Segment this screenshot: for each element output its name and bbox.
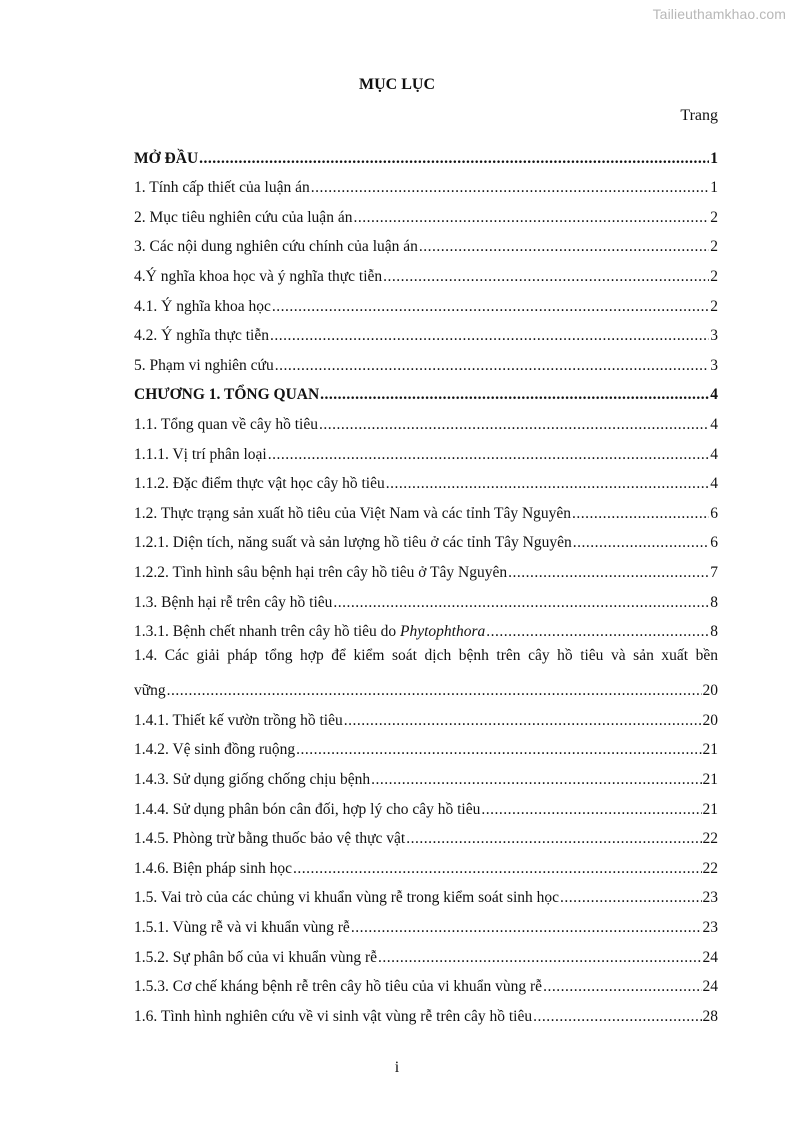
toc-entry-page: 2	[710, 208, 718, 226]
toc-entry-page: 22	[702, 830, 718, 848]
toc-entry-label: 4.Ý nghĩa khoa học và ý nghĩa thực tiễn	[134, 267, 383, 285]
toc-leader-dots	[333, 594, 709, 612]
toc-entry-label: 1.2. Thực trạng sản xuất hồ tiêu của Việt Nam và các tỉnh Tây Nguyên	[134, 504, 572, 522]
toc-entry-label: 1.6. Tình hình nghiên cứu về vi sinh vật vùng rễ trên cây hồ tiêu	[134, 1007, 533, 1025]
toc-entry-label: vững	[134, 682, 166, 700]
toc-entry[interactable]	[134, 168, 718, 198]
toc-entry-page: 23	[702, 919, 718, 937]
toc-leader-dots	[486, 623, 709, 641]
toc-leader-dots	[296, 741, 701, 759]
toc-leader-dots	[572, 505, 709, 523]
toc-entry-page: 4	[710, 475, 718, 493]
toc-entry[interactable]	[134, 434, 718, 464]
toc-entry-label: 1.5.3. Cơ chế kháng bệnh rễ trên cây hồ tiêu của vi khuẩn vùng rễ	[134, 978, 543, 996]
toc-leader-dots	[167, 682, 702, 700]
page-column-label: Trang	[680, 107, 718, 124]
toc-leader-dots	[406, 830, 701, 848]
toc-entry-page: 28	[702, 1007, 718, 1025]
toc-entry-page: 24	[702, 948, 718, 966]
toc-entry[interactable]	[134, 907, 718, 937]
toc-entry-page: 4	[710, 415, 718, 433]
toc-leader-dots	[371, 771, 701, 789]
toc-entry-label: 1.2.1. Diện tích, năng suất và sản lượng hồ tiêu ở các tỉnh Tây Nguyên	[134, 534, 572, 552]
toc-leader-dots	[272, 298, 709, 316]
toc-entry-page: 3	[710, 356, 718, 374]
page-title: MỤC LỤC	[359, 76, 435, 93]
toc-leader-dots	[344, 712, 702, 730]
toc-entry-page: 8	[710, 623, 718, 641]
toc-entry-label: 3. Các nội dung nghiên cứu chính của luận án	[134, 238, 418, 256]
toc-entry-label: 1.4.4. Sử dụng phân bón cân đối, hợp lý cho cây hồ tiêu	[134, 800, 481, 818]
toc-leader-dots	[573, 534, 710, 552]
toc-entry-label: 1.1.1. Vị trí phân loại	[134, 445, 267, 463]
toc-entry[interactable]	[134, 197, 718, 227]
toc-entry[interactable]	[134, 967, 718, 997]
toc-entry-label: 1.4.5. Phòng trừ bằng thuốc bảo vệ thực vật	[134, 830, 406, 848]
toc-entry-label: 1.1.2. Đặc điểm thực vật học cây hồ tiêu	[134, 475, 385, 493]
toc-entry-label: 1.3. Bệnh hại rễ trên cây hồ tiêu	[134, 593, 333, 611]
toc-entry-label: 1.5.1. Vùng rễ và vi khuẩn vùng rễ	[134, 919, 350, 937]
toc-entry[interactable]	[134, 552, 718, 582]
toc-leader-dots	[508, 564, 709, 582]
table-of-contents	[134, 138, 718, 1026]
toc-leader-dots	[311, 179, 709, 197]
toc-entry[interactable]	[134, 523, 718, 553]
toc-entry[interactable]	[134, 375, 718, 405]
toc-leader-dots	[268, 446, 710, 464]
toc-entry[interactable]	[134, 700, 718, 730]
toc-leader-dots	[383, 268, 709, 286]
toc-entry-page: 2	[710, 238, 718, 256]
toc-entry[interactable]	[134, 286, 718, 316]
toc-entry-page: 4	[710, 386, 718, 404]
toc-leader-dots	[270, 327, 709, 345]
toc-leader-dots	[560, 889, 701, 907]
toc-entry-label	[134, 623, 485, 641]
toc-entry[interactable]	[134, 759, 718, 789]
toc-leader-dots	[481, 801, 701, 819]
toc-entry[interactable]	[134, 227, 718, 257]
toc-entry[interactable]	[134, 464, 718, 494]
toc-leader-dots	[419, 238, 709, 256]
toc-entry[interactable]	[134, 789, 718, 819]
toc-entry[interactable]	[134, 138, 718, 168]
toc-entry-page: 7	[710, 563, 718, 581]
toc-entry-page: 1	[710, 149, 718, 167]
toc-entry[interactable]	[134, 996, 718, 1026]
toc-entry-label: 1. Tính cấp thiết của luận án	[134, 179, 310, 197]
toc-leader-dots	[351, 919, 702, 937]
toc-entry-page: 23	[702, 889, 718, 907]
toc-entry-label: 1.4.2. Vệ sinh đồng ruộng	[134, 741, 296, 759]
toc-entry-label: 5. Phạm vi nghiên cứu	[134, 356, 274, 374]
toc-entry-label-italic: Phytophthora	[400, 623, 486, 641]
toc-entry-label: 1.1. Tổng quan về cây hồ tiêu	[134, 415, 318, 433]
toc-entry-page: 20	[702, 682, 718, 700]
toc-entry-label: 1.4.6. Biện pháp sinh học	[134, 859, 292, 877]
toc-leader-dots	[320, 386, 709, 404]
toc-entry-label: CHƯƠNG 1. TỔNG QUAN	[134, 386, 320, 404]
page-number: i	[394, 1059, 400, 1076]
toc-entry-page: 21	[702, 741, 718, 759]
toc-entry-page: 8	[710, 593, 718, 611]
toc-entry[interactable]	[134, 730, 718, 760]
toc-entry-label-text: 1.3.1. Bệnh chết nhanh trên cây hồ tiêu do	[134, 623, 397, 641]
toc-entry[interactable]	[134, 612, 718, 642]
toc-leader-dots	[378, 949, 701, 967]
toc-entry-page: 2	[710, 267, 718, 285]
toc-entry-label: 4.1. Ý nghĩa khoa học	[134, 297, 271, 315]
toc-entry-label: 1.4.1. Thiết kế vườn trồng hồ tiêu	[134, 711, 343, 729]
toc-entry[interactable]	[134, 316, 718, 346]
watermark-text: Tailieuthamkhao.com	[652, 6, 786, 22]
toc-leader-dots	[199, 150, 709, 168]
toc-entry[interactable]	[134, 848, 718, 878]
toc-entry-label: 1.4. Các giải pháp tổng hợp để kiểm soát dịch bệnh trên cây hồ tiêu và sản xuất bền	[134, 647, 718, 665]
toc-leader-dots	[533, 1008, 701, 1026]
toc-entry-page: 3	[710, 327, 718, 345]
toc-entry[interactable]	[134, 256, 718, 286]
toc-entry-page: 22	[702, 859, 718, 877]
toc-entry-page: 24	[702, 978, 718, 996]
toc-entry[interactable]	[134, 345, 718, 375]
toc-entry[interactable]	[134, 878, 718, 908]
toc-leader-dots	[353, 209, 709, 227]
toc-entry-label: 1.5. Vai trò của các chủng vi khuẩn vùng rễ trong kiểm soát sinh học	[134, 889, 560, 907]
toc-entry[interactable]	[134, 641, 718, 671]
toc-entry-continuation[interactable]	[134, 671, 718, 701]
toc-entry-page: 21	[702, 771, 718, 789]
toc-entry-label: 1.4.3. Sử dụng giống chống chịu bệnh	[134, 771, 371, 789]
toc-entry-label: 2. Mục tiêu nghiên cứu của luận án	[134, 208, 353, 226]
toc-entry-page: 2	[710, 297, 718, 315]
toc-entry-label: 1.5.2. Sự phân bố của vi khuẩn vùng rễ	[134, 948, 378, 966]
toc-entry[interactable]	[134, 937, 718, 967]
toc-entry-page: 21	[702, 800, 718, 818]
toc-leader-dots	[386, 475, 710, 493]
toc-entry[interactable]	[134, 493, 718, 523]
toc-entry-page: 4	[710, 445, 718, 463]
toc-entry-page: 6	[710, 504, 718, 522]
toc-entry-label: 4.2. Ý nghĩa thực tiễn	[134, 327, 269, 345]
toc-leader-dots	[275, 357, 710, 375]
toc-leader-dots	[319, 416, 709, 434]
toc-leader-dots	[543, 978, 701, 996]
toc-entry[interactable]	[134, 582, 718, 612]
toc-entry[interactable]	[134, 819, 718, 849]
toc-entry-page: 20	[702, 711, 718, 729]
toc-entry[interactable]	[134, 404, 718, 434]
toc-leader-dots	[293, 860, 702, 878]
toc-entry-label: 1.2.2. Tình hình sâu bệnh hại trên cây hồ tiêu ở Tây Nguyên	[134, 563, 508, 581]
toc-entry-page: 6	[710, 534, 718, 552]
toc-entry-page: 1	[710, 179, 718, 197]
toc-entry-label: MỞ ĐẦU	[134, 149, 199, 167]
